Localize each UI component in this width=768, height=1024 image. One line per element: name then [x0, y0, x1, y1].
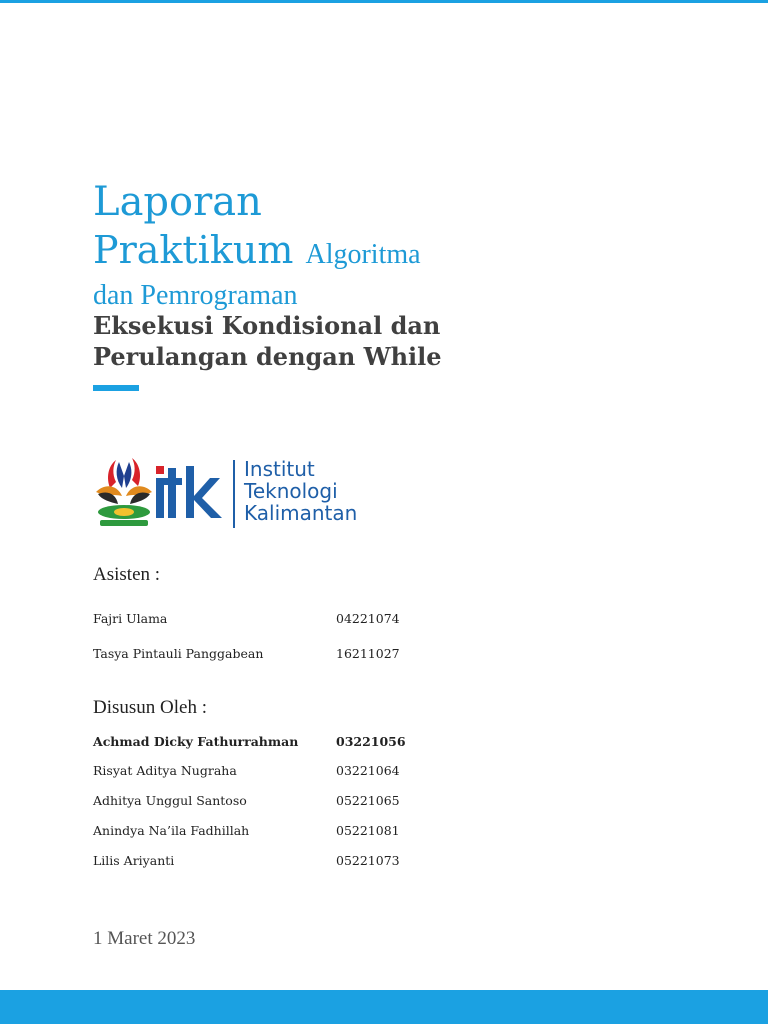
- subtitle-line-2: Perulangan dengan While: [93, 342, 442, 371]
- title-praktikum: Praktikum: [93, 228, 294, 272]
- assistant-nim: 04221074: [336, 611, 400, 626]
- institution-line-3: Kalimantan: [244, 501, 358, 525]
- author-nim: 03221064: [336, 763, 400, 778]
- author-name: Anindya Na’ila Fadhillah: [93, 823, 250, 838]
- author-name: Lilis Ariyanti: [93, 853, 175, 868]
- institution-line-1: Institut: [244, 457, 315, 481]
- title-line-3: dan Pemrograman: [93, 280, 298, 311]
- itk-wordmark: [156, 460, 235, 528]
- bottom-accent-band: [0, 990, 768, 1024]
- report-date: 1 Maret 2023: [93, 928, 196, 949]
- author-name: Adhitya Unggul Santoso: [93, 793, 247, 808]
- assistant-name: Fajri Ulama: [93, 611, 168, 626]
- author-name: Achmad Dicky Fathurrahman: [93, 734, 299, 749]
- top-accent-rule: [0, 0, 768, 3]
- institution-line-2: Teknologi: [244, 479, 338, 503]
- assistant-name: Tasya Pintauli Panggabean: [93, 646, 264, 661]
- itk-emblem-icon: [96, 458, 152, 526]
- title-line-1: Laporan: [93, 179, 262, 225]
- report-subtitle: [93, 310, 613, 372]
- authors-heading: Disusun Oleh :: [93, 697, 207, 718]
- subtitle-line-1: Eksekusi Kondisional dan: [93, 311, 441, 340]
- assistants-heading: Asisten :: [93, 564, 161, 585]
- author-nim: 05221065: [336, 793, 400, 808]
- author-nim: 05221073: [336, 853, 400, 868]
- institution-name: [244, 458, 357, 524]
- author-nim: 03221056: [336, 734, 406, 749]
- title-algoritma: Algoritma: [305, 239, 421, 270]
- author-name: Risyat Aditya Nugraha: [93, 763, 237, 778]
- title-line-2: [93, 226, 693, 279]
- report-title: [93, 178, 693, 313]
- accent-bar: [93, 385, 139, 391]
- author-nim: 05221081: [336, 823, 400, 838]
- assistant-nim: 16211027: [336, 646, 400, 661]
